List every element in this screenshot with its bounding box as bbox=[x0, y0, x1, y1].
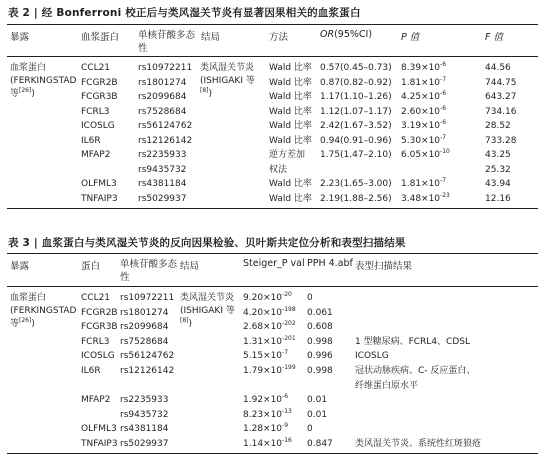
table3-cell-pph: 0.998 bbox=[307, 366, 333, 376]
table2-cell-snp: rs4381184 bbox=[138, 179, 187, 189]
table3-cell-pph: 0.608 bbox=[307, 322, 333, 332]
table3-cell-steiger: $1.31\times 10^{-201}$ bbox=[243, 335, 296, 347]
table3-header-rule bbox=[7, 286, 538, 287]
table3-exposure-cell: 血浆蛋白 (FERKINGSTAD 等[26]) bbox=[10, 293, 77, 329]
table2-cell-protein: IL6R bbox=[81, 136, 101, 146]
table2-cell-snp: rs56124762 bbox=[138, 121, 193, 131]
table2-cell-f: 43.94 bbox=[485, 179, 511, 189]
table3-cell-protein: FCGR3B bbox=[81, 322, 118, 332]
table3-cell-protein: FCGR2B bbox=[81, 308, 118, 318]
table2-cell-protein: TNFAIP3 bbox=[81, 194, 118, 204]
table2-cell-or: 2.42(1.67–3.52) bbox=[320, 121, 392, 131]
table2-cell-or: 1.17(1.10–1.26) bbox=[320, 92, 392, 102]
table3-cell-steiger: $8.23\times 10^{-13}$ bbox=[243, 408, 292, 420]
table2-cell-p: $6.05\times 10^{-10}$ bbox=[401, 148, 450, 160]
table3-cell-phenotype: 类风湿关节炎、系统性红斑狼疮 bbox=[355, 439, 482, 449]
table2-cell-method: Wald 比率 bbox=[269, 92, 312, 102]
table3-top-rule bbox=[7, 253, 538, 254]
table3-cell-pph: 0 bbox=[307, 293, 313, 303]
table2-cell-or: 1.75(1.47–2.10) bbox=[320, 150, 392, 160]
table3-cell-snp: rs7528684 bbox=[120, 337, 169, 347]
table2-cell-protein: FCGR2B bbox=[81, 78, 118, 88]
table2-cell-p: $5.30\times 10^{-7}$ bbox=[401, 134, 447, 146]
table3-header-protein: 蛋白 bbox=[81, 261, 101, 272]
table2-exposure-cell: 血浆蛋白 (FERKINGSTAD 等[26]) bbox=[10, 63, 77, 99]
table3-header-outcome: 结局 bbox=[180, 261, 200, 272]
table2-cell-p: $3.19\times 10^{-6}$ bbox=[401, 119, 447, 131]
table2-cell-p: $3.48\times 10^{-23}$ bbox=[401, 192, 450, 204]
table3-cell-pph: 0.01 bbox=[307, 395, 328, 405]
table3-cell-pph: 0.998 bbox=[307, 337, 333, 347]
table2-header-f: F 值 bbox=[485, 32, 503, 43]
table2-cell-protein: FCGR3B bbox=[81, 92, 118, 102]
table3-cell-steiger: $1.92\times 10^{-6}$ bbox=[243, 393, 289, 405]
table3-cell-steiger: $9.20\times 10^{-20}$ bbox=[243, 291, 292, 303]
table3-cell-protein: MFAP2 bbox=[81, 395, 111, 405]
table2-top-rule bbox=[7, 24, 538, 25]
table3-cell-protein: FCRL3 bbox=[81, 337, 110, 347]
table2-cell-method: Wald 比率 bbox=[269, 136, 312, 146]
table3-cell-snp: rs2235933 bbox=[120, 395, 169, 405]
table3-cell-steiger: $5.15\times 10^{-7}$ bbox=[243, 349, 289, 361]
table2-header-outcome: 结局 bbox=[201, 32, 221, 43]
table3-cell-pph: 0 bbox=[307, 424, 313, 434]
table2-cell-p: $2.60\times 10^{-6}$ bbox=[401, 105, 447, 117]
table3-outcome-cell: 类风湿关节炎 (ISHIGAKI 等[8]) bbox=[180, 293, 235, 329]
table2-cell-protein: ICOSLG bbox=[81, 121, 115, 131]
table3-cell-pph: 0.847 bbox=[307, 439, 333, 449]
table2-cell-or: 0.57(0.45–0.73) bbox=[320, 63, 392, 73]
table2-title: 表 2 | 经 Bonferroni 校正后与类风湿关节炎有显著因果相关的血浆蛋白 bbox=[8, 7, 361, 19]
table3-header-exposure: 暴露 bbox=[10, 261, 30, 272]
table3-header-snp: 单核苷酸多态性 bbox=[120, 259, 178, 283]
table2-cell-method: 逆方差加 bbox=[269, 150, 306, 160]
table2-cell-method: Wald 比率 bbox=[269, 78, 312, 88]
table3-cell-protein: CCL21 bbox=[81, 293, 111, 303]
table3-header-steiger: Steiger_P val bbox=[243, 258, 305, 269]
table2-cell-p: $4.25\times 10^{-6}$ bbox=[401, 90, 447, 102]
table3-cell-protein: OLFML3 bbox=[81, 424, 117, 434]
table2-cell-p: $8.39\times 10^{-6}$ bbox=[401, 61, 447, 73]
table2-header-exposure: 暴露 bbox=[10, 32, 30, 43]
table3-cell-pph: 0.01 bbox=[307, 410, 328, 420]
table3-cell-steiger: $4.20\times 10^{-198}$ bbox=[243, 306, 296, 318]
table2-cell-f: 744.75 bbox=[485, 78, 517, 88]
table3-header-pph: PPH 4.abf bbox=[307, 258, 353, 269]
table3-cell-snp: rs56124762 bbox=[120, 351, 175, 361]
table2-cell-p: $1.81\times 10^{-7}$ bbox=[401, 177, 447, 189]
table3-cell-snp: rs10972211 bbox=[120, 293, 175, 303]
table3-cell-steiger: $2.68\times 10^{-202}$ bbox=[243, 320, 296, 332]
table2-cell-protein: CCL21 bbox=[81, 63, 111, 73]
table3-cell-protein: TNFAIP3 bbox=[81, 439, 118, 449]
table3-cell-snp: rs2099684 bbox=[120, 322, 169, 332]
table2-cell-f: 44.56 bbox=[485, 63, 511, 73]
table2-cell-f: 25.32 bbox=[485, 165, 511, 175]
table2-header-p: P 值 bbox=[401, 32, 420, 43]
table2-cell-or: 2.23(1.65–3.00) bbox=[320, 179, 392, 189]
table2-cell-f: 734.16 bbox=[485, 107, 517, 117]
table2-cell-snp: rs2099684 bbox=[138, 92, 187, 102]
table3-cell-snp: rs5029937 bbox=[120, 439, 169, 449]
table2-cell-method: Wald 比率 bbox=[269, 179, 312, 189]
table2-cell-or: 0.87(0.82–0.92) bbox=[320, 78, 392, 88]
table3-cell-steiger: $1.79\times 10^{-199}$ bbox=[243, 364, 296, 376]
table2-cell-protein: MFAP2 bbox=[81, 150, 111, 160]
table3-title: 表 3 | 血浆蛋白与类风湿关节炎的反向因果检验、贝叶斯共定位分析和表型扫描结果 bbox=[8, 237, 406, 249]
table2-cell-method: Wald 比率 bbox=[269, 121, 312, 131]
table3-cell-steiger: $1.14\times 10^{-16}$ bbox=[243, 437, 292, 449]
table2-cell-method: 权法 bbox=[269, 165, 288, 175]
table3-cell-pph: 0.996 bbox=[307, 351, 333, 361]
table2-cell-or: 2.19(1.88–2.56) bbox=[320, 194, 392, 204]
table2-cell-snp: rs9435732 bbox=[138, 165, 187, 175]
table2-cell-f: 12.16 bbox=[485, 194, 511, 204]
table3-cell-snp: rs9435732 bbox=[120, 410, 169, 420]
table2-header-or: OR(95%CI) bbox=[320, 29, 373, 40]
table3-cell-phenotype: 纤维蛋白原水平 bbox=[355, 381, 419, 391]
table3-cell-protein: ICOSLG bbox=[81, 351, 115, 361]
table2-header-rule bbox=[7, 56, 538, 57]
table3-cell-phenotype: ICOSLG bbox=[355, 351, 389, 361]
table2-cell-f: 28.52 bbox=[485, 121, 511, 131]
table3-header-phenotype: 表型扫描结果 bbox=[355, 261, 413, 272]
table2-cell-method: Wald 比率 bbox=[269, 63, 312, 73]
table2-cell-f: 43.25 bbox=[485, 150, 511, 160]
table3-cell-protein: IL6R bbox=[81, 366, 101, 376]
table2-outcome-cell: 类风湿关节炎 (ISHIGAKI 等[8]) bbox=[200, 63, 255, 99]
table2-cell-or: 1.12(1.07–1.17) bbox=[320, 107, 392, 117]
table2-cell-snp: rs7528684 bbox=[138, 107, 187, 117]
table2-cell-snp: rs1801274 bbox=[138, 78, 187, 88]
table2-cell-protein: FCRL3 bbox=[81, 107, 110, 117]
table3-cell-pph: 0.061 bbox=[307, 308, 333, 318]
table2-header-snp: 单核苷酸多态性 bbox=[138, 30, 196, 54]
table3-cell-snp: rs1801274 bbox=[120, 308, 169, 318]
table2-cell-snp: rs12126142 bbox=[138, 136, 193, 146]
table2-cell-snp: rs5029937 bbox=[138, 194, 187, 204]
table3-cell-steiger: $1.28\times 10^{-9}$ bbox=[243, 422, 289, 434]
table3-cell-phenotype: 1 型糖尿病、FCRL4、CDSL bbox=[355, 337, 470, 347]
table2-header-protein: 血浆蛋白 bbox=[81, 32, 120, 43]
table2-header-method: 方法 bbox=[269, 32, 289, 43]
table2-cell-method: Wald 比率 bbox=[269, 194, 312, 204]
table2-cell-p: $1.81\times 10^{-7}$ bbox=[401, 76, 447, 88]
table3-cell-phenotype: 冠状动脉疾病、C- 反应蛋白、 bbox=[355, 366, 476, 376]
table2-cell-f: 643.27 bbox=[485, 92, 517, 102]
table3-bottom-rule bbox=[7, 453, 538, 454]
table2-bottom-rule bbox=[7, 208, 538, 209]
table2-cell-f: 733.28 bbox=[485, 136, 517, 146]
table2-cell-snp: rs2235933 bbox=[138, 150, 187, 160]
table2-cell-or: 0.94(0.91–0.96) bbox=[320, 136, 392, 146]
table2-cell-snp: rs10972211 bbox=[138, 63, 193, 73]
table2-cell-method: Wald 比率 bbox=[269, 107, 312, 117]
table3-cell-snp: rs4381184 bbox=[120, 424, 169, 434]
table3-cell-snp: rs12126142 bbox=[120, 366, 175, 376]
table2-cell-protein: OLFML3 bbox=[81, 179, 117, 189]
